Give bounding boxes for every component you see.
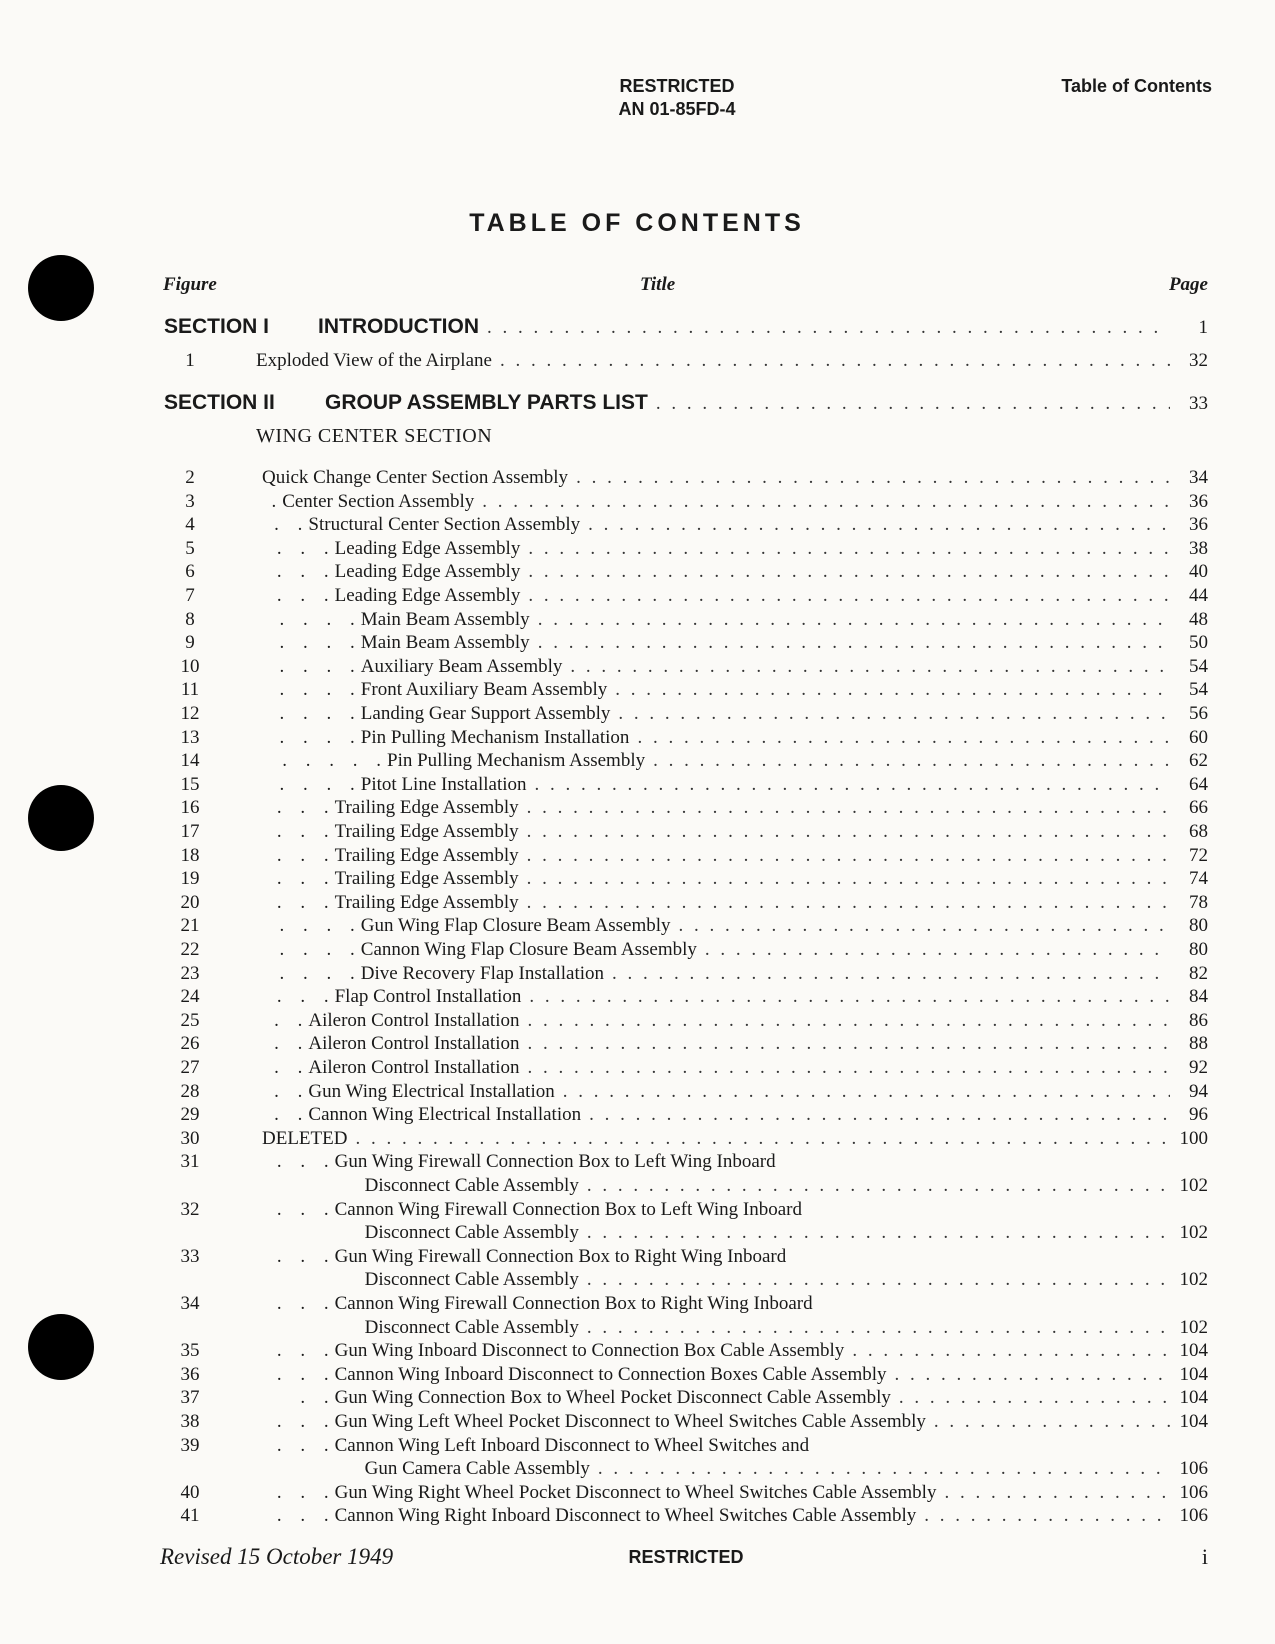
page-number: 36	[1189, 514, 1208, 535]
toc-entry	[160, 490, 1208, 513]
toc-entry	[160, 560, 1208, 583]
figure-number: 22	[180, 939, 200, 960]
page-number: 80	[1189, 915, 1208, 936]
dot-leader	[679, 914, 1170, 937]
figure-number: 26	[180, 1033, 200, 1054]
toc-entry	[160, 1434, 1208, 1457]
page-number: 48	[1189, 609, 1208, 630]
dot-leader	[527, 867, 1170, 890]
toc-entry	[160, 867, 1208, 890]
page-number: 34	[1189, 467, 1208, 488]
dot-leader	[656, 391, 1170, 416]
page-number: 82	[1189, 963, 1208, 984]
page-number: 106	[1179, 1458, 1208, 1479]
entry-title: Pitot Line Installation	[360, 774, 527, 795]
indent-dots: . . .	[276, 1246, 329, 1267]
dot-leader	[355, 1127, 1170, 1150]
entry-title: Trailing Edge Assembly	[334, 868, 519, 889]
entry-title: Quick Change Center Section Assembly	[262, 467, 569, 488]
toc-entry	[160, 962, 1208, 985]
indent-dots: . . .	[276, 1364, 329, 1385]
figure-number: 2	[185, 467, 195, 488]
indent-dots: . . .	[276, 1435, 329, 1456]
page-number: 54	[1189, 679, 1208, 700]
page-number: 64	[1189, 774, 1208, 795]
figure-number: 24	[180, 986, 200, 1007]
section-label: SECTION I	[164, 315, 270, 338]
header-doc-number: AN 01-85FD-4	[618, 99, 736, 119]
figure-number: 34	[180, 1293, 200, 1314]
indent-dots: . . . .	[279, 609, 355, 630]
toc-entry	[160, 466, 1208, 489]
toc-entry	[160, 1316, 1208, 1339]
page-number: 32	[1189, 350, 1208, 371]
page-number: 80	[1189, 939, 1208, 960]
page-number: 104	[1179, 1340, 1208, 1361]
toc-entry	[160, 608, 1208, 631]
toc-entry	[160, 349, 1208, 372]
indent-dots: . . .	[276, 868, 329, 889]
entry-title: Aileron Control Installation	[308, 1057, 520, 1078]
column-title: Title	[640, 274, 676, 295]
dot-leader	[615, 678, 1170, 701]
page-number: 50	[1189, 632, 1208, 653]
page-number: 40	[1189, 561, 1208, 582]
dot-leader	[528, 584, 1170, 607]
page-number: 104	[1179, 1387, 1208, 1408]
header-classification: RESTRICTED	[619, 76, 735, 96]
page-number: 96	[1189, 1104, 1208, 1125]
page-number: 74	[1189, 868, 1208, 889]
toc-entry	[160, 1103, 1208, 1126]
indent-dots: . . . .	[279, 632, 355, 653]
dot-leader	[528, 537, 1170, 560]
header-section-label: Table of Contents	[1061, 76, 1212, 96]
figure-number: 3	[185, 491, 195, 512]
entry-title: Aileron Control Installation	[308, 1033, 520, 1054]
entry-title: Pin Pulling Mechanism Assembly	[387, 750, 646, 771]
indent-dots: . . .	[276, 1482, 329, 1503]
dot-leader	[527, 891, 1170, 914]
toc-entry	[160, 1245, 1208, 1268]
column-figure: Figure	[163, 274, 217, 295]
toc-entry	[160, 1292, 1208, 1315]
page-number: 33	[1189, 393, 1208, 414]
entry-title: Main Beam Assembly	[360, 632, 530, 653]
toc-entry	[160, 844, 1208, 867]
figure-number: 1	[185, 350, 195, 371]
dot-leader	[587, 1316, 1170, 1339]
dot-leader	[637, 726, 1170, 749]
figure-number: 17	[180, 821, 200, 842]
toc-entry	[160, 1457, 1208, 1480]
page-number: 92	[1189, 1057, 1208, 1078]
figure-number: 21	[180, 915, 200, 936]
figure-number: 5	[185, 538, 195, 559]
indent-dots: . . .	[276, 797, 329, 818]
page-number: 62	[1189, 750, 1208, 771]
entry-title: Cannon Wing Electrical Installation	[308, 1104, 582, 1125]
entry-title: Trailing Edge Assembly	[334, 845, 519, 866]
indent-dots: . . .	[276, 1293, 329, 1314]
toc-entry	[160, 938, 1208, 961]
dot-leader	[538, 631, 1170, 654]
dot-leader	[587, 1174, 1170, 1197]
figure-number: 33	[180, 1246, 200, 1267]
figure-number: 35	[180, 1340, 200, 1361]
figure-number: 40	[180, 1482, 200, 1503]
toc-entry	[160, 726, 1208, 749]
indent-dots: . . . .	[279, 703, 355, 724]
binder-hole	[28, 255, 94, 321]
dot-leader	[588, 513, 1170, 536]
entry-title: Leading Edge Assembly	[334, 538, 521, 559]
toc-entry	[160, 773, 1208, 796]
dot-leader	[944, 1481, 1170, 1504]
figure-number: 36	[180, 1364, 200, 1385]
toc-entry	[160, 1481, 1208, 1504]
entry-title: Cannon Wing Left Inboard Disconnect to Wheel Switches and	[334, 1435, 810, 1456]
dot-leader	[482, 490, 1170, 513]
toc-entry	[160, 678, 1208, 701]
entry-title-continued: Disconnect Cable Assembly	[364, 1317, 579, 1338]
dot-leader	[527, 796, 1170, 819]
entry-title: Cannon Wing Firewall Connection Box to Left Wing Inboard	[334, 1199, 803, 1220]
figure-number: 30	[180, 1128, 200, 1149]
dot-leader	[612, 962, 1170, 985]
page-number: 106	[1179, 1482, 1208, 1503]
binder-hole	[28, 785, 94, 851]
toc-entry	[160, 537, 1208, 560]
dot-leader	[527, 844, 1170, 867]
indent-dots: . .	[274, 514, 303, 535]
indent-dots: . . .	[276, 1199, 329, 1220]
toc-entry	[160, 1080, 1208, 1103]
page-number: 102	[1179, 1175, 1208, 1196]
figure-number: 12	[180, 703, 200, 724]
dot-leader	[529, 985, 1170, 1008]
toc-entry	[160, 513, 1208, 536]
section-name: INTRODUCTION	[318, 315, 479, 338]
page-number: 54	[1189, 656, 1208, 677]
section-2-row	[160, 390, 1208, 416]
entry-title-continued: Disconnect Cable Assembly	[364, 1175, 579, 1196]
figure-number: 37	[180, 1387, 200, 1408]
page-number: 72	[1189, 845, 1208, 866]
toc-entry	[160, 1410, 1208, 1433]
page-number: 56	[1189, 703, 1208, 724]
dot-leader	[528, 560, 1170, 583]
page-number: 44	[1189, 585, 1208, 606]
page-number: 68	[1189, 821, 1208, 842]
indent-dots: . .	[274, 1057, 303, 1078]
entry-title: Landing Gear Support Assembly	[360, 703, 611, 724]
dot-leader	[653, 749, 1170, 772]
toc-entry	[160, 584, 1208, 607]
page-number: 104	[1179, 1364, 1208, 1385]
toc-entry	[160, 796, 1208, 819]
dot-leader	[705, 938, 1170, 961]
page-number: 94	[1189, 1081, 1208, 1102]
entry-title-continued: Disconnect Cable Assembly	[364, 1222, 579, 1243]
dot-leader	[563, 1080, 1170, 1103]
entry-title: Cannon Wing Right Inboard Disconnect to Wheel Switches Cable Assembly	[334, 1505, 917, 1526]
dot-leader	[589, 1103, 1170, 1126]
toc-entry	[160, 1221, 1208, 1244]
figure-number: 18	[180, 845, 200, 866]
entry-title: Dive Recovery Flap Installation	[360, 963, 605, 984]
dot-leader	[934, 1410, 1170, 1433]
indent-dots: . . .	[276, 1151, 329, 1172]
page-number: 102	[1179, 1317, 1208, 1338]
dot-leader	[527, 820, 1170, 843]
page-number: 100	[1179, 1128, 1208, 1149]
entry-title: Leading Edge Assembly	[334, 585, 521, 606]
toc-entry	[160, 1032, 1208, 1055]
entry-title: Gun Wing Firewall Connection Box to Left Wing Inboard	[334, 1151, 776, 1172]
page-number: 102	[1179, 1222, 1208, 1243]
footer-classification: RESTRICTED	[628, 1547, 744, 1567]
indent-dots: . . .	[276, 1505, 329, 1526]
dot-leader	[527, 1009, 1170, 1032]
indent-dots: . . .	[276, 1411, 329, 1432]
entry-title: Gun Wing Connection Box to Wheel Pocket Disconnect Cable Assembly	[334, 1387, 891, 1408]
page-number: 88	[1189, 1033, 1208, 1054]
indent-dots: . . . .	[279, 939, 355, 960]
entry-title: Front Auxiliary Beam Assembly	[360, 679, 608, 700]
indent-dots: .	[271, 491, 277, 512]
entry-title: Gun Wing Firewall Connection Box to Right Wing Inboard	[334, 1246, 787, 1267]
indent-dots: . . .	[276, 1340, 329, 1361]
indent-dots: . . .	[276, 845, 329, 866]
page-number: 36	[1189, 491, 1208, 512]
indent-dots: . . .	[276, 892, 329, 913]
section-name: GROUP ASSEMBLY PARTS LIST	[325, 391, 648, 414]
figure-number: 25	[180, 1010, 200, 1031]
entry-title: Trailing Edge Assembly	[334, 892, 519, 913]
entry-title: Flap Control Installation	[334, 986, 522, 1007]
entry-title: Gun Wing Inboard Disconnect to Connection Box Cable Assembly	[334, 1340, 845, 1361]
figure-number: 27	[180, 1057, 200, 1078]
page-number: 86	[1189, 1010, 1208, 1031]
entry-title: Leading Edge Assembly	[334, 561, 521, 582]
indent-dots: . . . .	[279, 963, 355, 984]
page-number: 1	[1198, 317, 1208, 338]
figure-number: 20	[180, 892, 200, 913]
entry-title: Aileron Control Installation	[308, 1010, 520, 1031]
toc-entry	[160, 1198, 1208, 1221]
entry-title: Trailing Edge Assembly	[334, 797, 519, 818]
dot-leader	[899, 1386, 1170, 1409]
dot-leader	[852, 1339, 1170, 1362]
dot-leader	[587, 1221, 1170, 1244]
figure-number: 31	[180, 1151, 200, 1172]
entry-title: Exploded View of the Airplane	[256, 350, 492, 371]
toc-entry	[160, 1363, 1208, 1386]
entry-title-continued: Disconnect Cable Assembly	[364, 1269, 579, 1290]
figure-number: 11	[180, 679, 200, 700]
page-number: 60	[1189, 727, 1208, 748]
figure-number: 23	[180, 963, 200, 984]
indent-dots: . . .	[276, 585, 329, 606]
entry-title: Pin Pulling Mechanism Installation	[360, 727, 630, 748]
page-number: 84	[1189, 986, 1208, 1007]
indent-dots: . . . .	[279, 915, 355, 936]
indent-dots: . . . .	[279, 656, 355, 677]
toc-entry	[160, 1174, 1208, 1197]
section-1-row	[160, 314, 1208, 340]
figure-number: 4	[185, 514, 195, 535]
toc-entry	[160, 655, 1208, 678]
indent-dots: . . . .	[279, 774, 355, 795]
page-title: TABLE OF CONTENTS	[469, 209, 805, 237]
dot-leader	[618, 702, 1170, 725]
dot-leader	[538, 608, 1170, 631]
toc-entry	[160, 1056, 1208, 1079]
binder-hole	[28, 1314, 94, 1380]
figure-number: 8	[185, 609, 195, 630]
toc-entry	[160, 1009, 1208, 1032]
entry-title: Cannon Wing Inboard Disconnect to Connection Boxes Cable Assembly	[334, 1364, 887, 1385]
entry-title: Main Beam Assembly	[360, 609, 530, 630]
dot-leader	[500, 349, 1170, 372]
toc-entry	[160, 1150, 1208, 1173]
figure-number: 9	[185, 632, 195, 653]
dot-leader	[487, 315, 1170, 340]
dot-leader	[895, 1363, 1170, 1386]
indent-dots: . . .	[276, 986, 329, 1007]
indent-dots: . . . .	[279, 727, 355, 748]
toc-entry	[160, 1339, 1208, 1362]
indent-dots: . .	[274, 1081, 303, 1102]
toc-entry	[160, 1504, 1208, 1527]
entry-title: Trailing Edge Assembly	[334, 821, 519, 842]
indent-dots: . .	[300, 1387, 329, 1408]
indent-dots: . . .	[276, 821, 329, 842]
figure-number: 14	[180, 750, 200, 771]
toc-entry	[160, 891, 1208, 914]
dot-leader	[924, 1504, 1170, 1527]
toc-entry	[160, 820, 1208, 843]
entry-title: DELETED	[262, 1128, 348, 1149]
indent-dots: . . . .	[279, 679, 355, 700]
dot-leader	[535, 773, 1171, 796]
indent-dots: . . .	[276, 538, 329, 559]
entry-title: Gun Wing Right Wheel Pocket Disconnect to Wheel Switches Cable Assembly	[334, 1482, 937, 1503]
figure-number: 6	[185, 561, 195, 582]
figure-number: 39	[180, 1435, 200, 1456]
toc-entry	[160, 1386, 1208, 1409]
entry-title: Cannon Wing Firewall Connection Box to Right Wing Inboard	[334, 1293, 813, 1314]
figure-number: 19	[180, 868, 200, 889]
toc-entry	[160, 749, 1208, 772]
footer-page: i	[1201, 1544, 1208, 1569]
entry-title-continued: Gun Camera Cable Assembly	[364, 1458, 590, 1479]
entry-title: Auxiliary Beam Assembly	[360, 656, 563, 677]
entry-title: Structural Center Section Assembly	[308, 514, 581, 535]
page-number: 104	[1179, 1411, 1208, 1432]
column-page: Page	[1168, 274, 1208, 295]
page-number: 106	[1179, 1505, 1208, 1526]
indent-dots: . .	[274, 1104, 303, 1125]
entry-title: Center Section Assembly	[282, 491, 475, 512]
subheading: WING CENTER SECTION	[256, 425, 493, 447]
figure-number: 15	[180, 774, 200, 795]
figure-number: 7	[185, 585, 195, 606]
dot-leader	[576, 466, 1170, 489]
figure-number: 28	[180, 1081, 200, 1102]
toc-entry	[160, 985, 1208, 1008]
page-number: 78	[1189, 892, 1208, 913]
figure-number: 41	[180, 1505, 200, 1526]
dot-leader	[527, 1032, 1170, 1055]
toc-entry	[160, 631, 1208, 654]
figure-number: 16	[180, 797, 200, 818]
page-number: 38	[1189, 538, 1208, 559]
dot-leader	[587, 1268, 1170, 1291]
figure-number: 32	[180, 1199, 200, 1220]
toc-entry	[160, 1127, 1208, 1150]
indent-dots: . .	[274, 1033, 303, 1054]
page-number: 102	[1179, 1269, 1208, 1290]
dot-leader	[598, 1457, 1170, 1480]
toc-entry	[160, 702, 1208, 725]
toc-entry	[160, 914, 1208, 937]
toc-entry	[160, 1268, 1208, 1291]
indent-dots: . . .	[276, 561, 329, 582]
indent-dots: . . . . .	[282, 750, 381, 771]
entry-title: Cannon Wing Flap Closure Beam Assembly	[360, 939, 697, 960]
entry-title: Gun Wing Left Wheel Pocket Disconnect to Wheel Switches Cable Assembly	[334, 1411, 926, 1432]
figure-number: 38	[180, 1411, 200, 1432]
page-number: 66	[1189, 797, 1208, 818]
section-label: SECTION II	[164, 391, 275, 414]
entry-title: Gun Wing Flap Closure Beam Assembly	[360, 915, 671, 936]
footer-revised: Revised 15 October 1949	[160, 1544, 394, 1569]
dot-leader	[570, 655, 1170, 678]
figure-number: 29	[180, 1104, 200, 1125]
figure-number: 13	[180, 727, 200, 748]
figure-number: 10	[180, 656, 200, 677]
indent-dots: . .	[274, 1010, 303, 1031]
dot-leader	[527, 1056, 1170, 1079]
entry-title: Gun Wing Electrical Installation	[308, 1081, 555, 1102]
